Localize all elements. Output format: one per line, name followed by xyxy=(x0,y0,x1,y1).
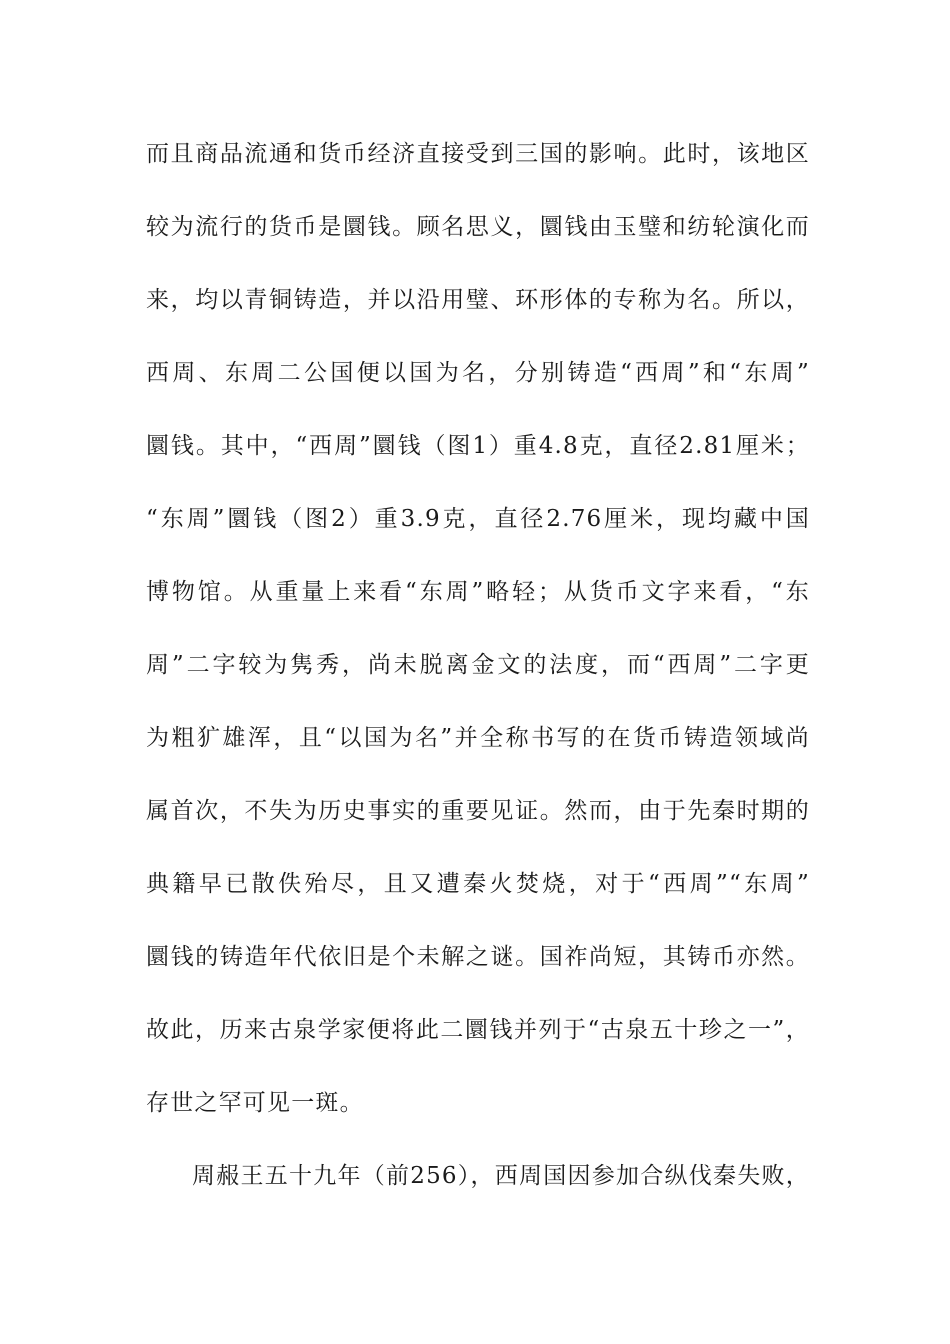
text-line: 博物馆。从重量上来看“东周”略轻；从货币文字来看，“东 xyxy=(146,579,810,605)
text-line: 存世之罕可见一斑。 xyxy=(146,1090,364,1116)
text-line: 圜钱。其中，“西周”圜钱（图1）重4.8克，直径2.81厘米； xyxy=(146,433,810,459)
text-line: 属首次，不失为历史事实的重要见证。然而，由于先秦时期的 xyxy=(146,798,810,824)
text-line: 周赧王五十九年（前256），西周国因参加合纵伐秦失败， xyxy=(192,1163,810,1189)
text-line: 而且商品流通和货币经济直接受到三国的影响。此时，该地区 xyxy=(146,141,810,167)
body-text xyxy=(146,132,810,1227)
text-line: 圜钱的铸造年代依旧是个未解之谜。国祚尚短，其铸币亦然。 xyxy=(146,944,810,970)
text-line: 来，均以青铜铸造，并以沿用璧、环形体的专称为名。所以， xyxy=(146,287,810,313)
text-line: 周”二字较为隽秀，尚未脱离金文的法度，而“西周”二字更 xyxy=(146,652,810,678)
text-line: 较为流行的货币是圜钱。顾名思义，圜钱由玉璧和纺轮演化而 xyxy=(146,214,810,240)
text-line: 故此，历来古泉学家便将此二圜钱并列于“古泉五十珍之一”， xyxy=(146,1017,810,1043)
text-line: 典籍早已散佚殆尽，且又遭秦火焚烧，对于“西周”“东周” xyxy=(146,871,810,897)
text-line: “东周”圜钱（图2）重3.9克，直径2.76厘米，现均藏中国 xyxy=(146,506,810,532)
text-line: 为粗犷雄浑，且“以国为名”并全称书写的在货币铸造领域尚 xyxy=(146,725,810,751)
text-line: 西周、东周二公国便以国为名，分别铸造“西周”和“东周” xyxy=(146,360,810,386)
